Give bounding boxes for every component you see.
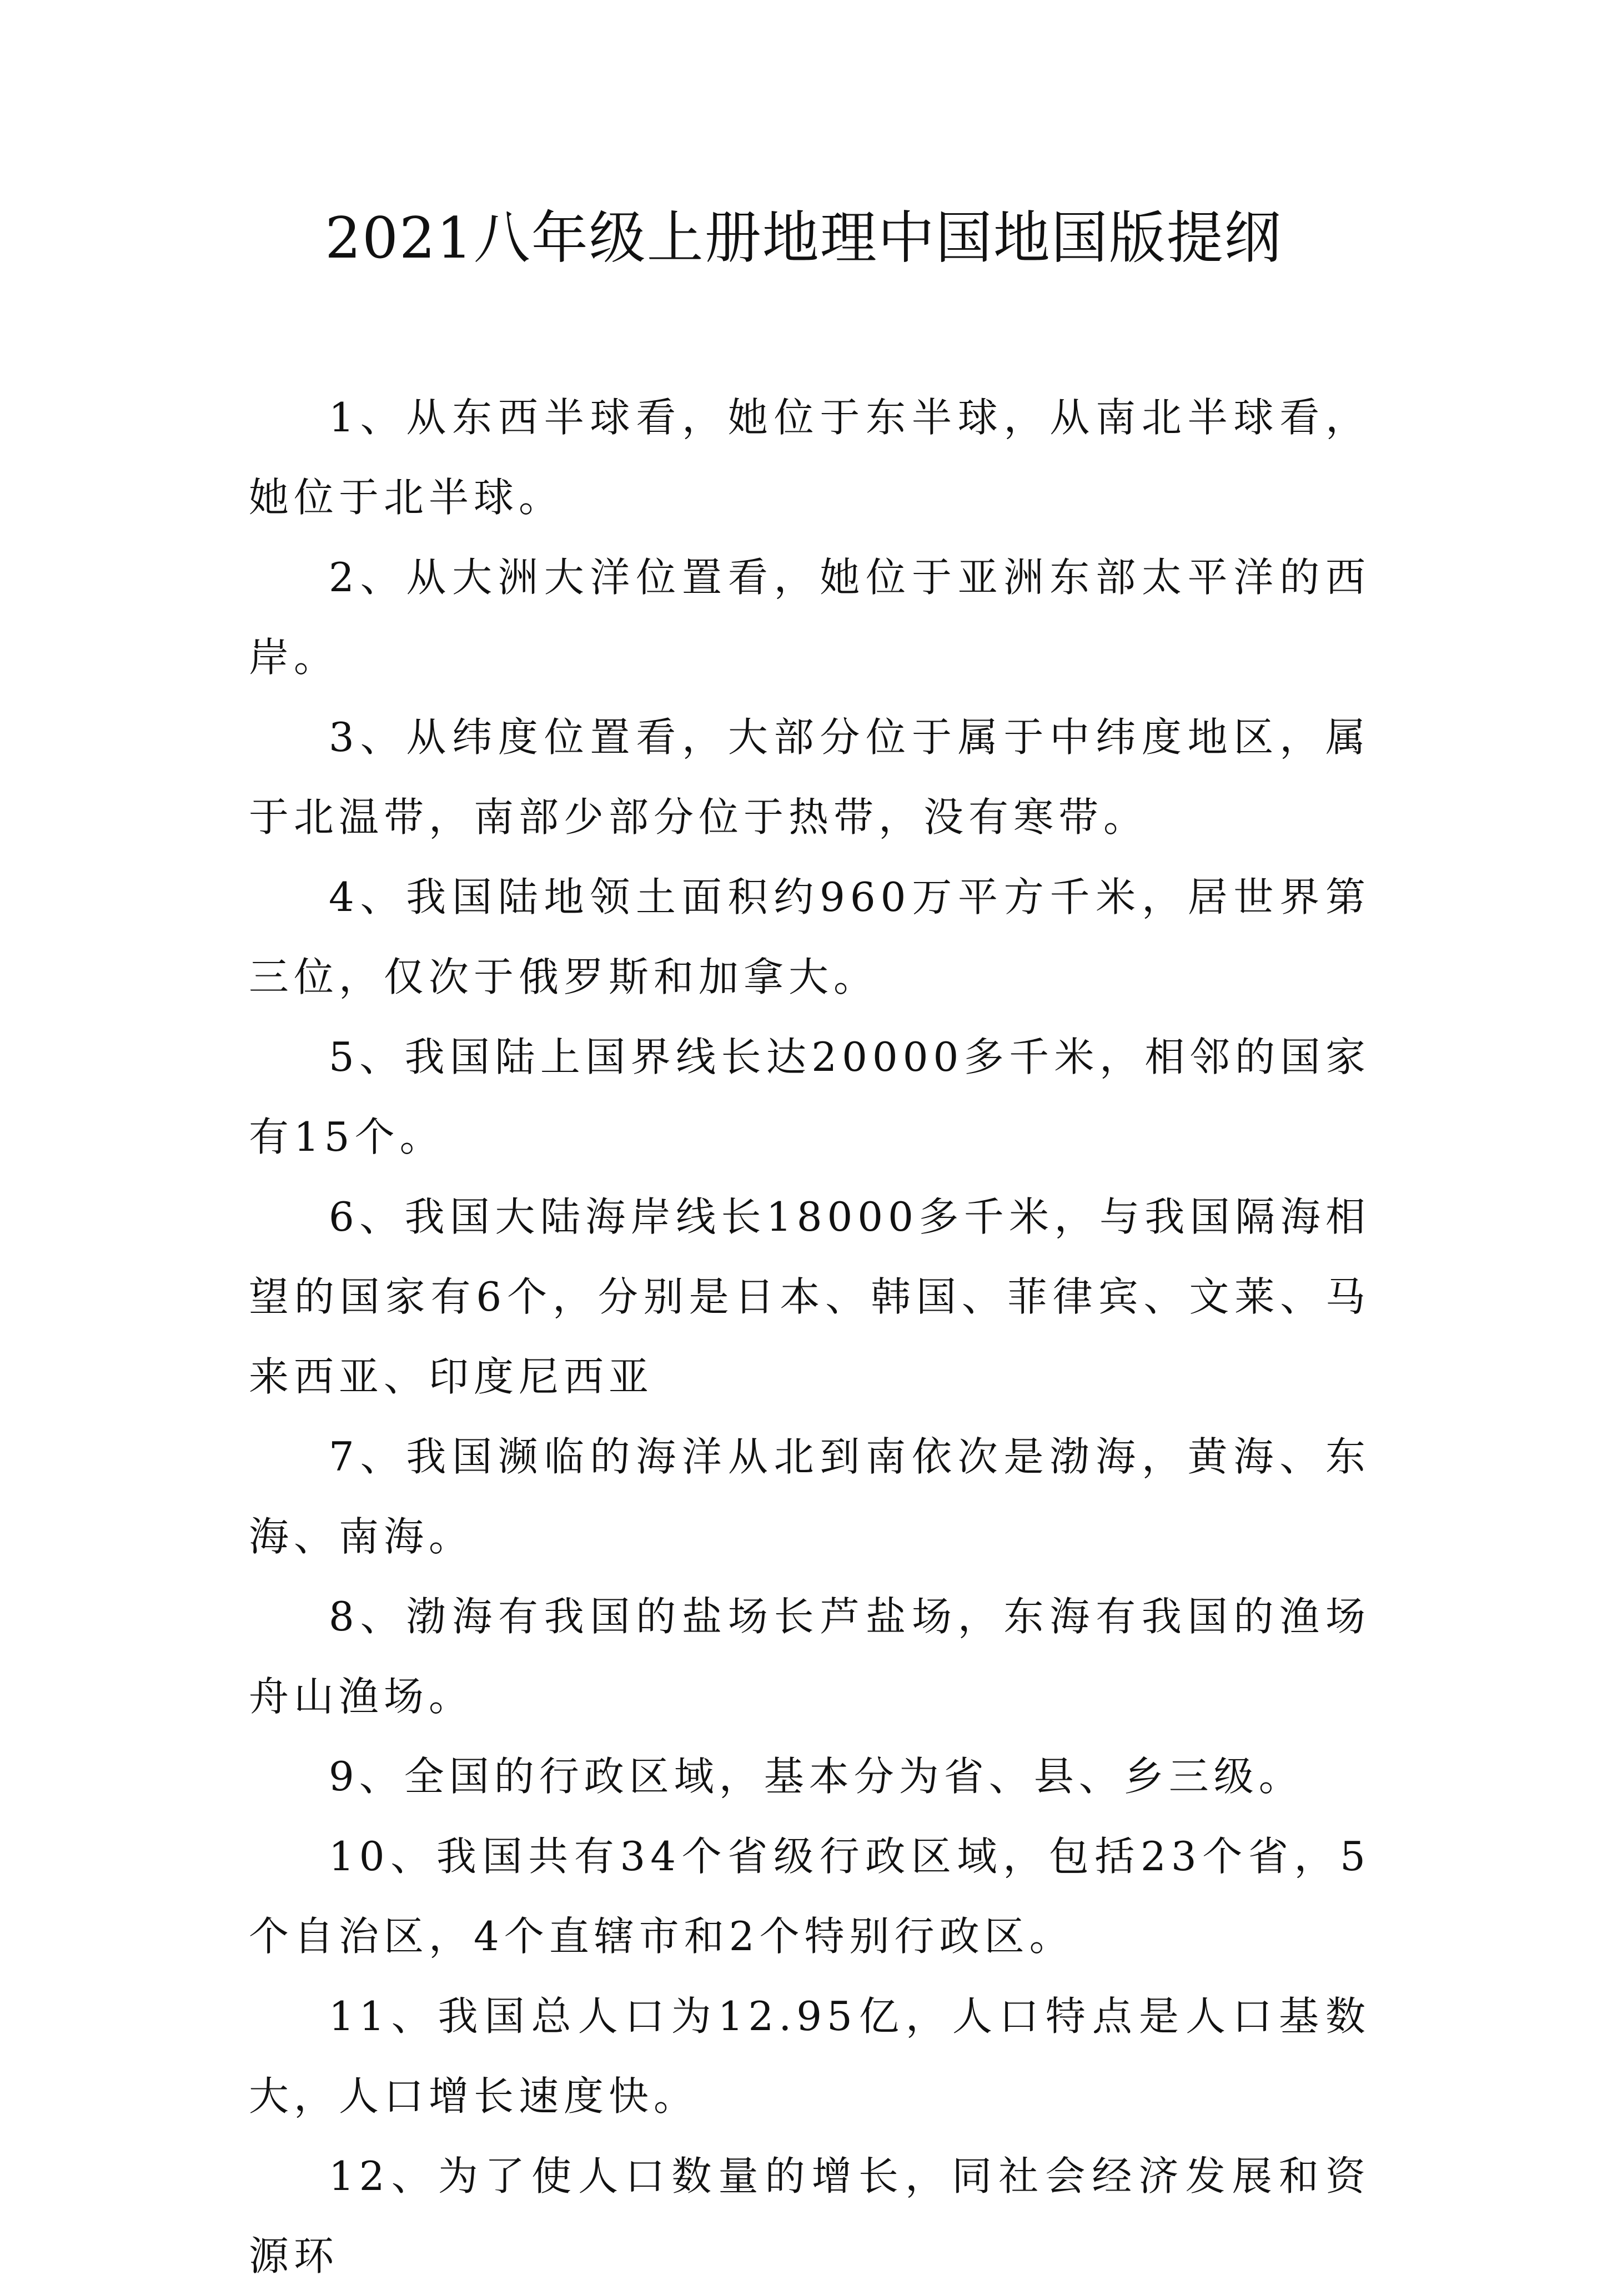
paragraph-5: 5、我国陆上国界线长达20000多千米，相邻的国家有15个。 [249, 1034, 1370, 1160]
document-title: 2021八年级上册地理中国地国版提纲 [325, 205, 1282, 271]
paragraph-12: 12、为了使人口数量的增长，同社会经济发展和资源环 [249, 2153, 1370, 2279]
paragraph-3: 3、从纬度位置看，大部分位于属于中纬度地区，属于北温带，南部少部分位于热带，没有寒带。 [249, 714, 1370, 840]
paragraph-6: 6、我国大陆海岸线长18000多千米，与我国隔海相望的国家有6个，分别是日本、韩国、菲律宾、文莱、马来西亚、印度尼西亚 [249, 1194, 1370, 1400]
paragraph-1: 1、从东西半球看，她位于东半球，从南北半球看，她位于北半球。 [249, 394, 1370, 521]
paragraph-8: 8、渤海有我国的盐场长芦盐场，东海有我国的渔场舟山渔场。 [249, 1593, 1370, 1720]
paragraph-4: 4、我国陆地领土面积约960万平方千米，居世界第三位，仅次于俄罗斯和加拿大。 [249, 874, 1370, 1000]
paragraph-2: 2、从大洲大洋位置看，她位于亚洲东部太平洋的西岸。 [249, 554, 1370, 681]
paragraph-11: 11、我国总人口为12.95亿，人口特点是人口基数大，人口增长速度快。 [249, 1993, 1370, 2119]
document-body [249, 377, 1370, 2296]
paragraph-7: 7、我国濒临的海洋从北到南依次是渤海，黄海、东海、南海。 [249, 1433, 1370, 1560]
paragraph-9: 9、全国的行政区域，基本分为省、县、乡三级。 [329, 1753, 1304, 1800]
paragraph-10: 10、我国共有34个省级行政区域，包括23个省，5个自治区，4个直辖市和2个特别行政区。 [249, 1833, 1370, 1960]
